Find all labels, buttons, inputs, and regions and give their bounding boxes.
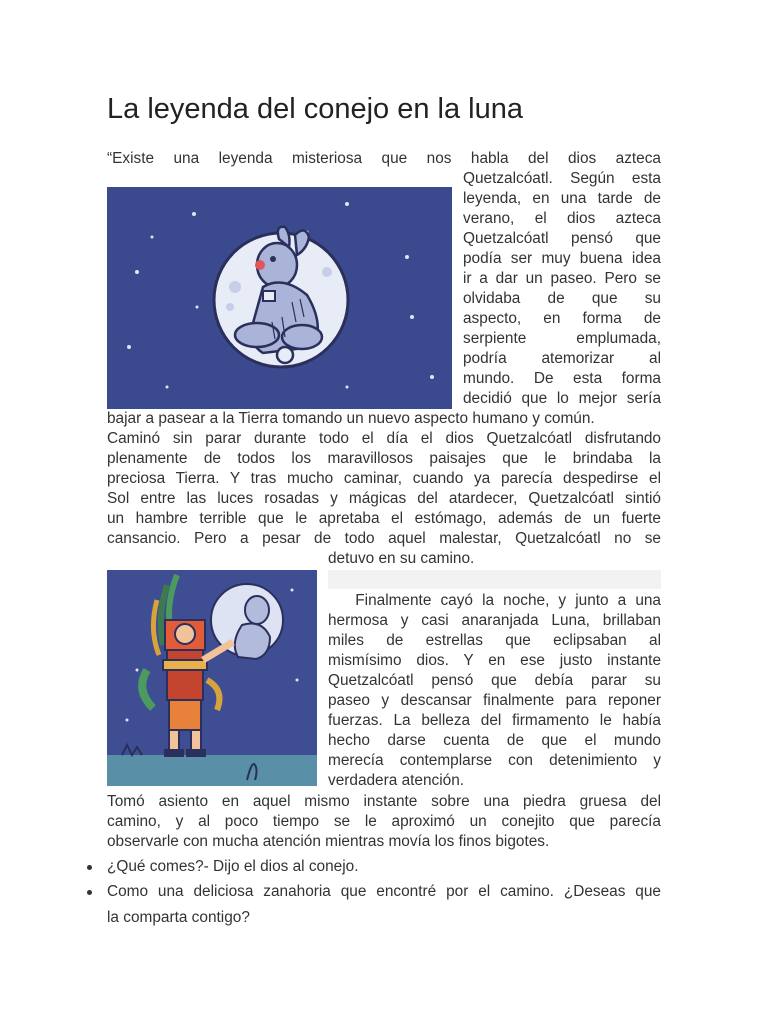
- quetzalcoatl-svg: [107, 570, 317, 786]
- text-line: Quetzalcóatl pensó que: [463, 230, 661, 247]
- text-line: bajar a pasear a la Tierra tomando un nuevo aspecto humano y común.: [107, 410, 595, 427]
- text-line: “Existe una leyenda misteriosa que nos habla del dios azteca: [107, 150, 661, 167]
- text-line: un hambre terrible que le apretaba el estómago, además de un fuerte: [107, 510, 661, 527]
- bullet-dot-icon: [87, 890, 92, 895]
- highlight-band: [328, 570, 661, 589]
- bullet-dot-icon: [87, 865, 92, 870]
- text-line: aspecto, en forma de: [463, 310, 661, 327]
- text-line: hecho darse cuenta de que el mundo: [328, 732, 661, 749]
- text-line: decidió que lo mejor sería: [463, 390, 661, 407]
- text-line: verdadera atención.: [328, 772, 465, 789]
- text-line: Caminó sin parar durante todo el día el dios Quetzalcóatl disfrutando: [107, 430, 661, 447]
- text-line: Tomó asiento en aquel mismo instante sobre una piedra gruesa del: [107, 793, 661, 810]
- page-title: La leyenda del conejo en la luna: [107, 93, 523, 125]
- text-line: Sol entre las luces rosadas y mágicas del atardecer, Quetzalcóatl sintió: [107, 490, 661, 507]
- list-item: Como una deliciosa zanahoria que encontré por el camino. ¿Deseas que: [107, 883, 661, 900]
- text-line: fuerzas. La belleza del firmamento le había: [328, 712, 661, 729]
- text-line: podía ser muy buena idea: [463, 250, 661, 267]
- text-line: Quetzalcóatl pensó que debía parar su: [328, 672, 661, 689]
- text-line: observarle con mucha atención mientras movía los finos bigotes.: [107, 833, 550, 850]
- text-line: leyenda, en una tarde de: [463, 190, 661, 207]
- text-line: plenamente de todos los maravillosos paisajes que le brindaba la: [107, 450, 661, 467]
- text-line: verano, el dios azteca: [463, 210, 661, 227]
- text-line: Quetzalcóatl. Según esta: [463, 170, 661, 187]
- text-line: cansancio. Pero a pesar de todo aquel malestar, Quetzalcóatl no se: [107, 530, 661, 547]
- text-line: paseo y descansar finalmente para reponer: [328, 692, 661, 709]
- text-line: mismísimo dios. Y en ese justo instante: [328, 652, 661, 669]
- text-line: preciosa Tierra. Y tras mucho caminar, cuando ya parecía despedirse el: [107, 470, 661, 487]
- text-line: Finalmente cayó la noche, y junto a una: [328, 592, 661, 609]
- text-line: merecía contemplarse con detenimiento y: [328, 752, 661, 769]
- text-line: olvidaba de que su: [463, 290, 661, 307]
- text-line: detuvo en su camino.: [328, 550, 475, 567]
- text-line: podría atemorizar al: [463, 350, 661, 367]
- rabbit-moon-illustration: [107, 187, 452, 409]
- text-line: ir a dar un paseo. Pero se: [463, 270, 661, 287]
- text-line: miles de estrellas que eclipsaban al: [328, 632, 661, 649]
- text-line: serpiente emplumada,: [463, 330, 661, 347]
- list-item: ¿Qué comes?- Dijo el dios al conejo.: [107, 858, 359, 875]
- list-item-continuation: la comparta contigo?: [107, 909, 250, 926]
- text-line: mundo. De esta forma: [463, 370, 661, 387]
- quetzalcoatl-illustration: [107, 570, 317, 786]
- rabbit-moon-svg: [107, 187, 452, 409]
- text-line: hermosa y casi anaranjada Luna, brillaban: [328, 612, 661, 629]
- text-line: camino, y al poco tiempo se le aproximó un conejito que parecía: [107, 813, 661, 830]
